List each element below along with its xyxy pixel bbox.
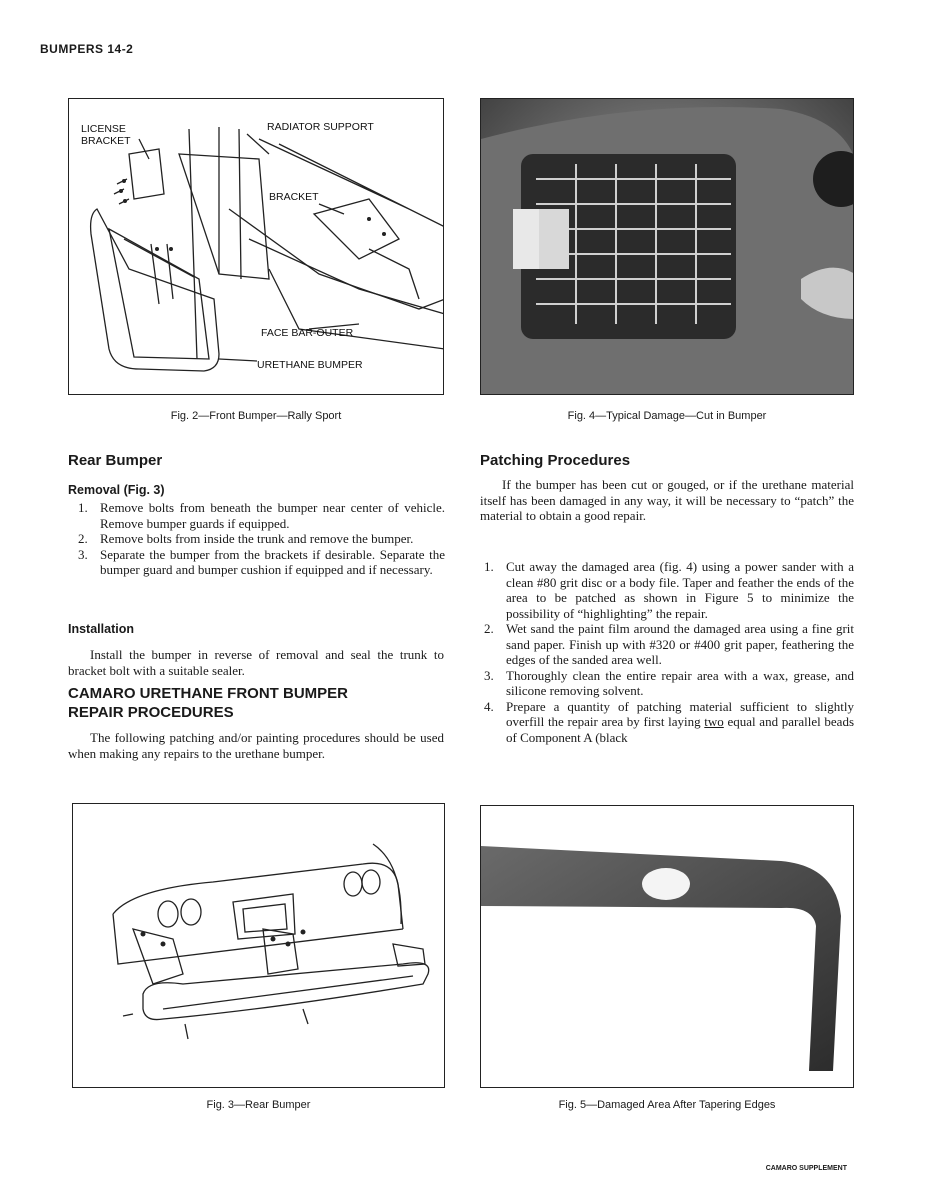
heading-installation: Installation (68, 622, 134, 636)
grille-photo (481, 99, 854, 395)
installation-text: Install the bumper in reverse of removal and seal the trunk to bracket bolt with a suitable sealer. (68, 647, 444, 678)
tapered-damage-photo (481, 806, 854, 1088)
label-license: LICENSE (81, 123, 126, 135)
underlined-two: two (704, 714, 724, 729)
patching-steps (484, 559, 854, 745)
label-urethane-bumper: URETHANE BUMPER (257, 359, 363, 371)
patching-step-3: 3. Thoroughly clean the entire repair area with a wax, grease, and silicone removing solvent. (484, 667, 854, 698)
heading-patching: Patching Procedures (480, 452, 631, 469)
figure-4-caption: Fig. 4—Typical Damage—Cut in Bumper (567, 410, 767, 422)
removal-step-3: 3. Separate the bumper from the brackets if desirable. Separate the bumper guard and bumper cushion if equipped and if necessary. (78, 546, 445, 577)
figure-3-rear-bumper (72, 803, 445, 1088)
heading-rear-bumper: Rear Bumper (68, 452, 163, 469)
removal-step-1: 1. Remove bolts from beneath the bumper near center of vehicle. Remove bumper guards if equipped. (78, 500, 445, 531)
patching-step-4: 4. Prepare a quantity of patching material sufficient to slightly overfill the repair area by first laying two equal and parallel beads of Component A (black (484, 698, 855, 745)
camaro-text: The following patching and/or painting procedures should be used when making any repairs to the urethane bumper. (68, 730, 444, 761)
heading-camaro-1: CAMARO URETHANE FRONT BUMPER (68, 685, 348, 702)
heading-camaro-2: REPAIR PROCEDURES (68, 704, 234, 721)
figure-4-photo (480, 98, 854, 395)
figure-2-front-bumper (68, 98, 444, 395)
label-bracket: BRACKET (269, 191, 319, 203)
removal-step-2: 2. Remove bolts from inside the trunk and remove the bumper. (78, 531, 414, 546)
figure-3-caption: Fig. 3—Rear Bumper (206, 1099, 311, 1111)
label-bracket-license: BRACKET (81, 135, 131, 147)
patching-step-2: 2. Wet sand the paint film around the damaged area using a fine grit sand paper. Finish up with #320 or #400 grit paper, feathering the edges of the sanded area well. (484, 621, 854, 667)
label-radiator-support: RADIATOR SUPPORT (267, 121, 374, 133)
patching-intro: If the bumper has been cut or gouged, or if the urethane material itself has been damaged in any way, it will be necessary to “patch” the material to obtain a good repair. (480, 477, 854, 523)
footer-supplement: CAMARO SUPPLEMENT (765, 1165, 847, 1172)
patching-step-1: 1. Cut away the damaged area (fig. 4) using a power sander with a clean #80 grit disc or a body file. Taper and feather the ends of the area to be patched as shown in Figure 5 to minimize the possibility of “highlighting” the repair. (484, 559, 854, 621)
figure-5-caption: Fig. 5—Damaged Area After Tapering Edges (558, 1099, 776, 1111)
label-face-bar-outer: FACE BAR-OUTER (261, 327, 354, 339)
figure-5-photo (480, 805, 854, 1088)
rear-bumper-drawing (73, 804, 445, 1088)
removal-steps (78, 500, 445, 578)
page-header: BUMPERS 14-2 (40, 42, 134, 56)
heading-removal: Removal (Fig. 3) (68, 483, 165, 497)
figure-2-caption: Fig. 2—Front Bumper—Rally Sport (170, 410, 342, 422)
